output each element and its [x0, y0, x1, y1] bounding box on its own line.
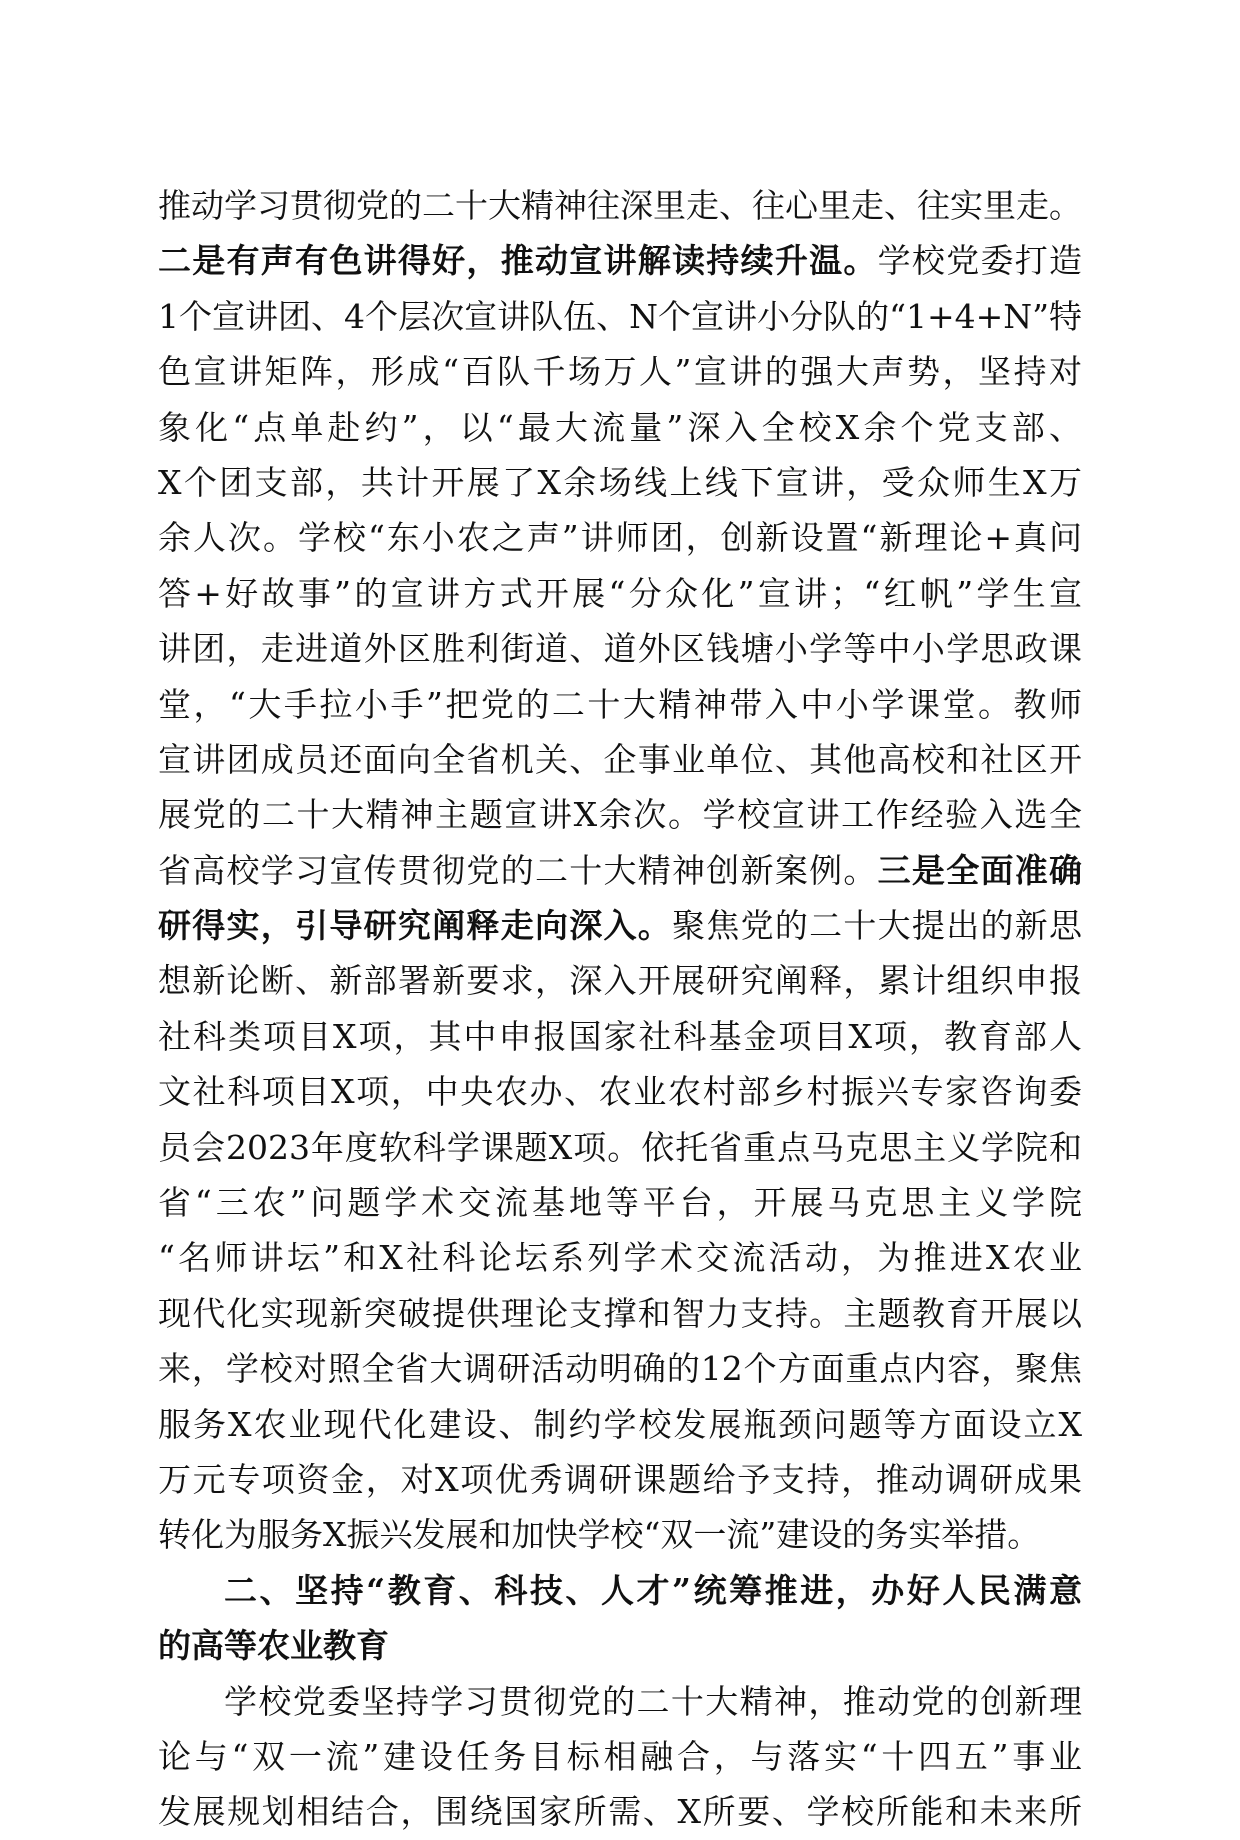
paragraph-line	[158, 898, 1082, 953]
bold-run: 研得实，引导研究阐释走向深入。	[158, 906, 673, 946]
paragraph-line	[158, 566, 1082, 621]
text-run: 学校党委打造	[877, 241, 1083, 281]
paragraph-line	[158, 400, 1082, 455]
paragraph-line	[158, 1397, 1082, 1452]
text-run: 答+好故事”的宣讲方式开展“分众化”宣讲；“红帆”学生宣	[158, 573, 1082, 613]
text-run: 1个宣讲团、4个层次宣讲队伍、N个宣讲小分队的“1+4+N”特	[158, 296, 1082, 336]
document-page	[158, 178, 1082, 1840]
paragraph-2-line-1: 学校党委坚持学习贯彻党的二十大精神，推动党的创新理	[224, 1681, 1082, 1721]
paragraph-line	[158, 732, 1082, 787]
paragraph-line	[158, 455, 1082, 510]
text-run: 象化“点单赴约”，以“最大流量”深入全校X余个党支部、	[158, 407, 1082, 447]
paragraph-2-line-3: 发展规划相结合，围绕国家所需、X所要、学校所能和未来所	[158, 1792, 1082, 1832]
text-run: “名师讲坛”和X社科论坛系列学术交流活动，为推进X农业	[158, 1238, 1082, 1278]
bold-run: 二是有声有色讲得好，推动宣讲解读持续升温。	[158, 241, 878, 281]
text-run: 余人次。学校“东小农之声”讲师团，创新设置“新理论+真问	[158, 518, 1082, 558]
text-run: 万元专项资金，对X项优秀调研课题给予支持，推动调研成果	[158, 1459, 1082, 1499]
text-run: 想新论断、新部署新要求，深入开展研究阐释，累计组织申报	[158, 961, 1082, 1001]
text-run: 员会2023年度软科学课题X项。依托省重点马克思主义学院和	[158, 1127, 1082, 1167]
text-run: 转化为服务X振兴发展和加快学校“双一流”建设的务实举措。	[158, 1515, 1041, 1555]
bold-run: 三是全面准确	[877, 850, 1083, 890]
text-run: 现代化实现新突破提供理论支撑和智力支持。主题教育开展以	[158, 1293, 1082, 1333]
paragraph-line	[158, 1230, 1082, 1285]
text-run: 文社科项目X项，中央农办、农业农村部乡村振兴专家咨询委	[158, 1072, 1082, 1112]
section-heading-line-2: 的高等农业教育	[158, 1626, 389, 1666]
paragraph-line	[158, 1009, 1082, 1064]
text-run: 宣讲团成员还面向全省机关、企事业单位、其他高校和社区开	[158, 739, 1082, 779]
text-run: 省高校学习宣传贯彻党的二十大精神创新案例。	[158, 850, 878, 890]
paragraph-line	[158, 621, 1082, 676]
text-run: X个团支部，共计开展了X余场线上线下宣讲，受众师生X万	[158, 462, 1082, 502]
paragraph-line	[158, 677, 1082, 732]
text-run: 聚焦党的二十大提出的新思	[672, 906, 1083, 946]
paragraph-line	[158, 1120, 1082, 1175]
paragraph-2-line-2: 论与“双一流”建设任务目标相融合，与落实“十四五”事业	[158, 1736, 1082, 1776]
text-run: 社科类项目X项，其中申报国家社科基金项目X项，教育部人	[158, 1016, 1082, 1056]
paragraph-line	[158, 178, 1082, 233]
paragraph-line	[158, 1175, 1082, 1230]
section-heading-line-1: 二、坚持“教育、科技、人才”统筹推进，办好人民满意	[224, 1570, 1082, 1610]
paragraph-line	[158, 1064, 1082, 1119]
paragraph-line	[158, 1452, 1082, 1507]
text-run: 来，学校对照全省大调研活动明确的12个方面重点内容，聚焦	[158, 1349, 1082, 1389]
text-run: 色宣讲矩阵，形成“百队千场万人”宣讲的强大声势，坚持对	[158, 352, 1082, 392]
paragraph-line	[158, 1286, 1082, 1341]
paragraph-line	[158, 344, 1082, 399]
text-run: 讲团，走进道外区胜利街道、道外区钱塘小学等中小学思政课	[158, 629, 1082, 669]
paragraph-continuation	[158, 178, 1082, 1563]
paragraph-line	[158, 953, 1082, 1008]
text-run: 堂，“大手拉小手”把党的二十大精神带入中小学课堂。教师	[158, 684, 1082, 724]
text-run: 推动学习贯彻党的二十大精神往深里走、往心里走、往实里走。	[158, 186, 1082, 225]
paragraph-line	[158, 787, 1082, 842]
paragraph-line	[158, 289, 1082, 344]
paragraph-line	[158, 843, 1082, 898]
paragraph-line	[158, 1341, 1082, 1396]
paragraph-line	[158, 510, 1082, 565]
paragraph-line	[158, 233, 1082, 288]
text-run: 展党的二十大精神主题宣讲X余次。学校宣讲工作经验入选全	[158, 795, 1082, 835]
text-run: 服务X农业现代化建设、制约学校发展瓶颈问题等方面设立X	[158, 1404, 1082, 1444]
paragraph-line	[158, 1507, 1082, 1562]
text-run: 省“三农”问题学术交流基地等平台，开展马克思主义学院	[158, 1183, 1082, 1223]
